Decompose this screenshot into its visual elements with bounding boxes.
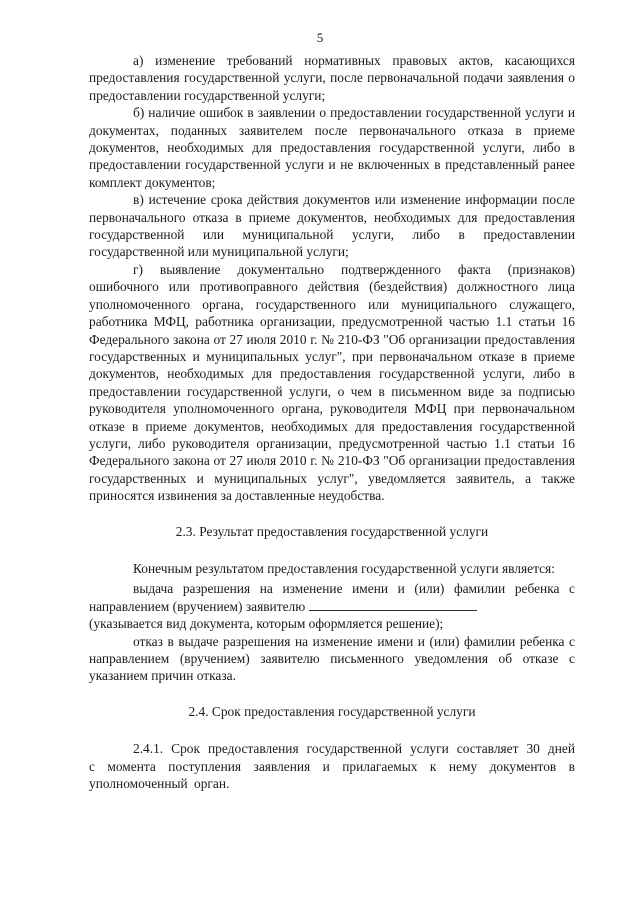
section-2-3-heading: 2.3. Результат предоставления государственной услуги <box>175 523 489 539</box>
section-2-4-heading: 2.4. Срок предоставления государственной услуги <box>188 703 476 719</box>
page-number: 5 <box>316 30 324 45</box>
result-item-issue <box>89 580 575 615</box>
document-body <box>89 52 575 792</box>
fill-in-line <box>309 600 477 611</box>
result-item-issue-note: (указывается вид документа, которым оформляется решение); <box>89 616 444 632</box>
result-item-issue-text: выдача разрешения на изменение имени и (или) фамилии ребенка с направлением (вручением) заявителю <box>89 581 575 614</box>
paragraph-2-4-1: 2.4.1. Срок предоставления государственной услуги составляет 30 дней с момента поступления заявления и прилагаемых к нему документов в уполномоченный орган. <box>89 741 575 792</box>
result-item-refusal: отказ в выдаче разрешения на изменение имени и (или) фамилии ребенка с направлением (вручением) заявителю письменного уведомления об отказе с указанием причин отказа. <box>89 633 575 684</box>
paragraph-g: г) выявление документально подтвержденного факта (признаков) ошибочного или противоправного действия (бездействия) должностного лица уполномоченного органа, государственного или муниципального служащего, работника МФЦ, работника организации, предусмотренной частью 1.1 статьи 16 Федерального закона от 27 июля 2010 г. № 210-ФЗ "Об организации предоставления государственных и муниципальных услуг", при первоначальном отказе в приеме документов, необходимых для предоставления государственной услуги, либо в предоставлении государственной услуги, о чем в письменном виде за подписью руководителя уполномоченного органа, руководителя МФЦ при первоначальном отказе в приеме документов, необходимых для предоставления государственной услуги, либо руководителя организации, предусмотренной частью 1.1 статьи 16 Федерального закона от 27 июля 2010 г. № 210-ФЗ "Об организации предоставления государственных и муниципальных услуг", уведомляется заявитель, а также приносятся извинения за доставленные неудобства. <box>89 261 575 504</box>
paragraph-b: б) наличие ошибок в заявлении о предоставлении государственной услуги и документах, поданных заявителем после первоначального отказа в приеме документов, необходимых для предоставления государственной услуги, либо в предоставлении государственной услуги и не включенных в представленный ранее комплект документов; <box>89 105 575 190</box>
section-2-3-intro: Конечным результатом предоставления государственной услуги является: <box>133 560 555 576</box>
paragraph-a: а) изменение требований нормативных правовых актов, касающихся предоставления государственной услуги, после первоначальной подачи заявления о предоставлении государственной услуги; <box>89 53 575 103</box>
paragraph-v: в) истечение срока действия документов или изменение информации после первоначального отказа в приеме документов, необходимых для предоставления государственной или муниципальной услуги, либо в предоставлении государственной или муниципальной услуги; <box>89 192 575 260</box>
